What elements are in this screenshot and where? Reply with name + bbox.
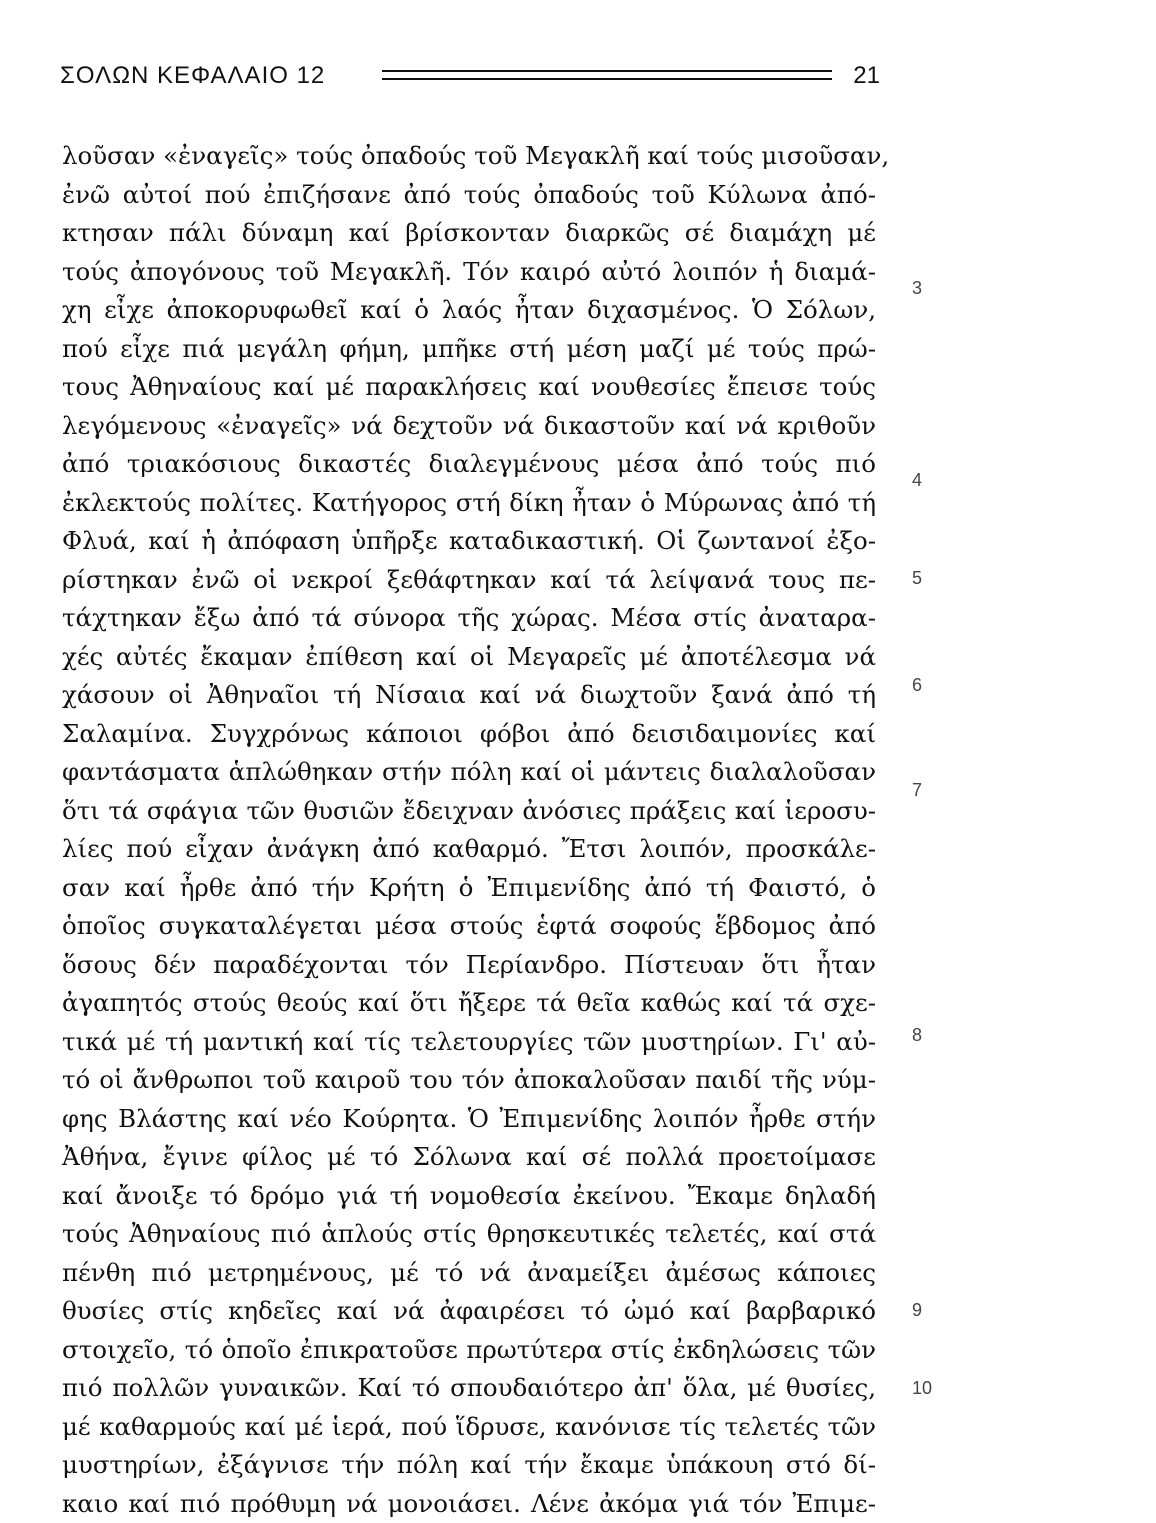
- text-line: τό οἱ ἄνθρωποι τοῦ καιροῦ του τόν ἀποκαλοῦσαν παιδί τῆς νύμ-: [62, 1061, 876, 1100]
- text-line: ἀγαπητός στούς θεούς καί ὅτι ἤξερε τά θεῖα καθώς καί τά σχε-: [62, 984, 876, 1023]
- text-line: ἐκλεκτούς πολίτες. Κατήγορος στή δίκη ἦταν ὁ Μύρωνας ἀπό τή: [62, 484, 876, 523]
- margin-line-number: 7: [912, 780, 922, 801]
- margin-line-number: 6: [912, 675, 922, 696]
- text-line: ὅσους δέν παραδέχονται τόν Περίανδρο. Πίστευαν ὅτι ἦταν: [62, 946, 876, 985]
- text-line: λοῦσαν «ἐναγεῖς» τούς ὀπαδούς τοῦ Μεγακλῆ καί τούς μισοῦσαν,: [62, 137, 876, 176]
- text-line: τούς ἀπογόνους τοῦ Μεγακλῆ. Τόν καιρό αὐτό λοιπόν ἡ διαμά-: [62, 253, 876, 292]
- body-text: [62, 137, 876, 1523]
- text-line: τούς Ἀθηναίους πιό ἁπλούς στίς θρησκευτικές τελετές, καί στά: [62, 1215, 876, 1254]
- text-line: Φλυά, καί ἡ ἀπόφαση ὑπῆρξε καταδικαστική. Οἱ ζωντανοί ἐξο-: [62, 522, 876, 561]
- text-line: ἀπό τριακόσιους δικαστές διαλεγμένους μέσα ἀπό τούς πιό: [62, 445, 876, 484]
- text-line: ὅτι τά σφάγια τῶν θυσιῶν ἔδειχναν ἀνόσιες πράξεις καί ἱεροσυ-: [62, 792, 876, 831]
- text-line: λίες πού εἶχαν ἀνάγκη ἀπό καθαρμό. Ἔτσι λοιπόν, προσκάλε-: [62, 830, 876, 869]
- text-line: ὁποῖος συγκαταλέγεται μέσα στούς ἑφτά σοφούς ἕβδομος ἀπό: [62, 907, 876, 946]
- text-line: φαντάσματα ἁπλώθηκαν στήν πόλη καί οἱ μάντεις διαλαλοῦσαν: [62, 753, 876, 792]
- header-double-rule: [382, 70, 832, 80]
- text-line: χάσουν οἱ Ἀθηναῖοι τή Νίσαια καί νά διωχτοῦν ξανά ἀπό τή: [62, 676, 876, 715]
- margin-line-number: 4: [912, 470, 922, 491]
- margin-line-number: 9: [912, 1300, 922, 1321]
- margin-line-number: 8: [912, 1025, 922, 1046]
- text-line: λεγόμενους «ἐναγεῖς» νά δεχτοῦν νά δικαστοῦν καί νά κριθοῦν: [62, 407, 876, 446]
- text-line: τους Ἀθηναίους καί μέ παρακλήσεις καί νουθεσίες ἔπεισε τούς: [62, 368, 876, 407]
- text-line: τάχτηκαν ἔξω ἀπό τά σύνορα τῆς χώρας. Μέσα στίς ἀναταρα-: [62, 599, 876, 638]
- text-line: τικά μέ τή μαντική καί τίς τελετουργίες τῶν μυστηρίων. Γι' αὐ-: [62, 1023, 876, 1062]
- margin-line-number: 10: [912, 1378, 932, 1399]
- text-line: σαν καί ἦρθε ἀπό τήν Κρήτη ὁ Ἐπιμενίδης ἀπό τή Φαιστό, ὁ: [62, 869, 876, 908]
- text-line: Σαλαμίνα. Συγχρόνως κάποιοι φόβοι ἀπό δεισιδαιμονίες καί: [62, 715, 876, 754]
- text-line: ρίστηκαν ἐνῶ οἱ νεκροί ξεθάφτηκαν καί τά λείψανά τους πε-: [62, 561, 876, 600]
- text-line: κτησαν πάλι δύναμη καί βρίσκονταν διαρκῶς σέ διαμάχη μέ: [62, 214, 876, 253]
- text-line: πένθη πιό μετρημένους, μέ τό νά ἀναμείξει ἀμέσως κάποιες: [62, 1254, 876, 1293]
- page-number: 21: [853, 62, 880, 90]
- text-line: χη εἶχε ἀποκορυφωθεῖ καί ὁ λαός ἦταν διχασμένος. Ὁ Σόλων,: [62, 291, 876, 330]
- text-line: πιό πολλῶν γυναικῶν. Καί τό σπουδαιότερο ἀπ' ὅλα, μέ θυσίες,: [62, 1369, 876, 1408]
- text-line: Ἀθήνα, ἔγινε φίλος μέ τό Σόλωνα καί σέ πολλά προετοίμασε: [62, 1138, 876, 1177]
- margin-line-number: 5: [912, 568, 922, 589]
- chapter-title: ΣΟΛΩΝ ΚΕΦΑΛΑΙΟ 12: [60, 62, 325, 90]
- text-line: πού εἶχε πιά μεγάλη φήμη, μπῆκε στή μέση μαζί μέ τούς πρώ-: [62, 330, 876, 369]
- margin-line-number: 3: [912, 278, 922, 299]
- text-line: μέ καθαρμούς καί μέ ἱερά, πού ἵδρυσε, κανόνισε τίς τελετές τῶν: [62, 1408, 876, 1447]
- running-header: [60, 60, 880, 96]
- text-line: ἐνῶ αὐτοί πού ἐπιζήσανε ἀπό τούς ὀπαδούς τοῦ Κύλωνα ἀπό-: [62, 176, 876, 215]
- text-line: χές αὐτές ἔκαμαν ἐπίθεση καί οἱ Μεγαρεῖς μέ ἀποτέλεσμα νά: [62, 638, 876, 677]
- text-line: θυσίες στίς κηδεῖες καί νά ἀφαιρέσει τό ὠμό καί βαρβαρικό: [62, 1292, 876, 1331]
- text-line: φης Βλάστης καί νέο Κούρητα. Ὁ Ἐπιμενίδης λοιπόν ἦρθε στήν: [62, 1100, 876, 1139]
- text-line: μυστηρίων, ἐξάγνισε τήν πόλη καί τήν ἔκαμε ὑπάκουη στό δί-: [62, 1446, 876, 1485]
- text-line: καιο καί πιό πρόθυμη νά μονοιάσει. Λένε ἀκόμα γιά τόν Ἐπιμε-: [62, 1485, 876, 1523]
- text-line: καί ἄνοιξε τό δρόμο γιά τή νομοθεσία ἐκείνου. Ἔκαμε δηλαδή: [62, 1177, 876, 1216]
- text-line: στοιχεῖο, τό ὁποῖο ἐπικρατοῦσε πρωτύτερα στίς ἐκδηλώσεις τῶν: [62, 1331, 876, 1370]
